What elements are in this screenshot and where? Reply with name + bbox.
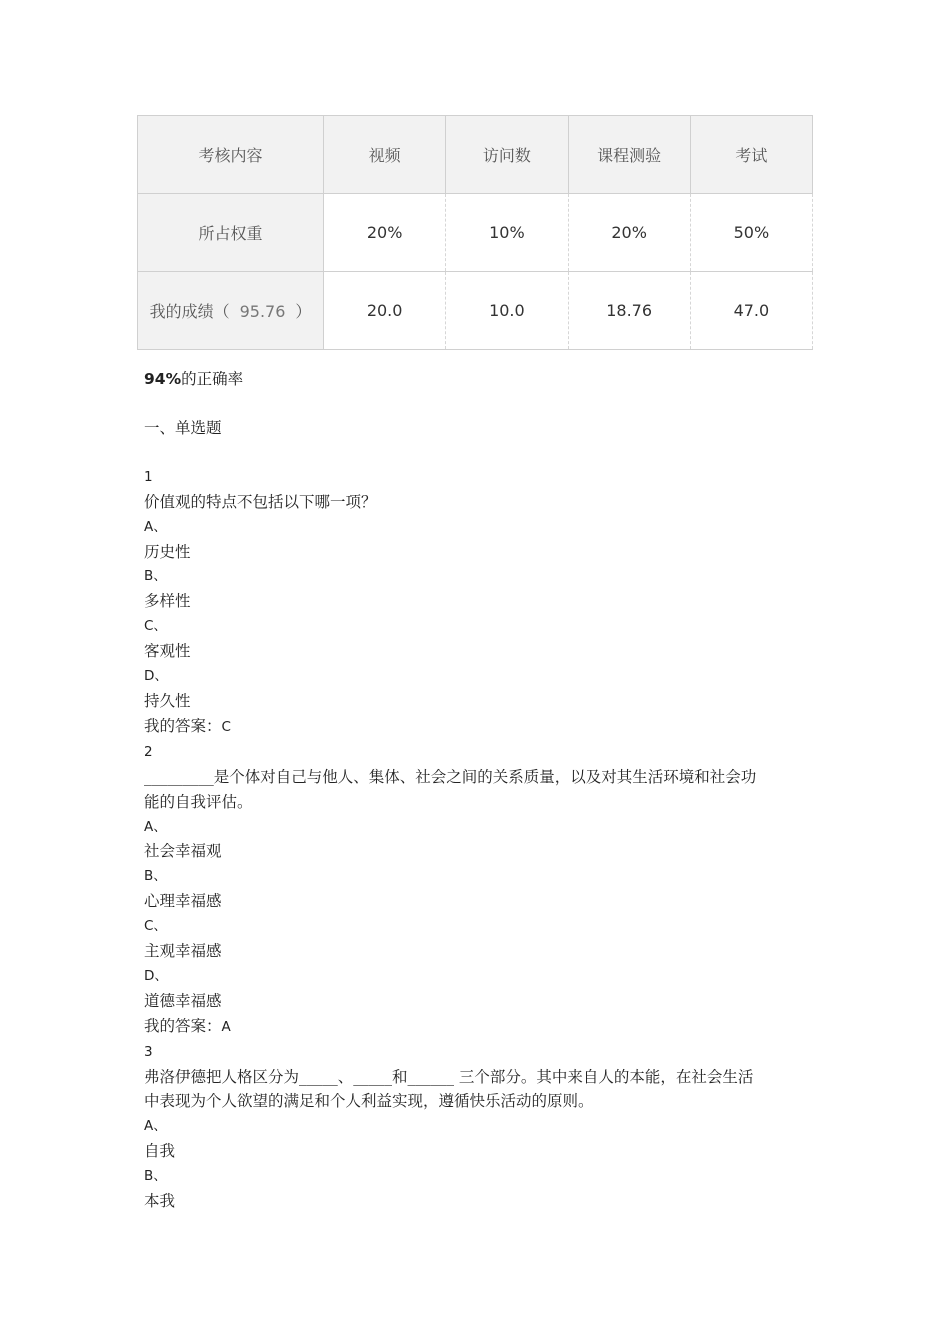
question-number: 1 <box>144 468 153 485</box>
my-score-label <box>138 272 324 350</box>
option-letter: B、 <box>144 868 167 885</box>
option-letter: D、 <box>144 668 168 685</box>
question-block <box>144 465 814 740</box>
my-score-suffix: ） <box>295 302 312 321</box>
question-stem: _________是个体对自己与他人、集体、社会之间的关系质量，以及对其生活环境和社会功 <box>144 767 757 786</box>
option-text: 社会幸福观 <box>144 842 222 861</box>
question-number: 3 <box>144 1043 153 1060</box>
weight-cell: 20% <box>324 194 446 272</box>
weight-label: 所占权重 <box>138 194 324 272</box>
accuracy-percent: 94% <box>144 370 182 388</box>
my-answer-value: C <box>221 718 231 735</box>
option-letter: B、 <box>144 1168 167 1185</box>
question-stem: 能的自我评估。 <box>144 792 253 811</box>
option-letter: B、 <box>144 568 167 585</box>
my-answer-label: 我的答案： <box>144 716 222 735</box>
option-letter: A、 <box>144 518 167 535</box>
weight-row <box>138 194 813 272</box>
my-answer-value: A <box>221 1018 231 1035</box>
table-header-cell: 课程测验 <box>568 116 690 194</box>
option-letter: C、 <box>144 618 167 635</box>
option-text: 多样性 <box>144 592 191 611</box>
accuracy-text: 的正确率 <box>181 370 244 388</box>
table-header-cell: 考试 <box>690 116 812 194</box>
score-row <box>138 272 813 350</box>
table-header-cell: 考核内容 <box>138 116 324 194</box>
question-stem: 弗洛伊德把人格区分为_____、_____和______ 三个部分。其中来自人的本能，在社会生活 <box>144 1067 754 1086</box>
quiz-content <box>144 367 814 1214</box>
my-answer <box>144 714 814 740</box>
option-text: 客观性 <box>144 642 191 661</box>
my-total-score: 95.76 <box>239 302 286 321</box>
option-text: 本我 <box>144 1192 176 1211</box>
weight-cell: 20% <box>568 194 690 272</box>
option-text: 持久性 <box>144 691 191 710</box>
question-stem: 价值观的特点不包括以下哪一项？ <box>144 492 377 511</box>
option-text: 心理幸福感 <box>144 892 222 911</box>
option-letter: A、 <box>144 818 167 835</box>
my-score-prefix: 我的成绩（ <box>149 302 230 321</box>
my-answer <box>144 1014 814 1040</box>
score-cell: 10.0 <box>446 272 568 350</box>
table-header-cell: 视频 <box>324 116 446 194</box>
question-block <box>144 740 814 1040</box>
option-letter: C、 <box>144 918 167 935</box>
option-text: 历史性 <box>144 542 191 561</box>
weight-cell: 50% <box>690 194 812 272</box>
option-text: 道德幸福感 <box>144 991 222 1010</box>
score-table <box>137 115 813 350</box>
table-header-cell: 访问数 <box>446 116 568 194</box>
score-cell: 47.0 <box>690 272 812 350</box>
table-header-row <box>138 116 813 194</box>
score-cell: 20.0 <box>324 272 446 350</box>
accuracy-line <box>144 367 814 392</box>
option-text: 自我 <box>144 1142 176 1161</box>
my-answer-label: 我的答案： <box>144 1016 222 1035</box>
option-letter: D、 <box>144 967 168 984</box>
score-cell: 18.76 <box>568 272 690 350</box>
option-letter: A、 <box>144 1118 167 1135</box>
option-text: 主观幸福感 <box>144 942 222 961</box>
section-title: 一、单选题 <box>144 418 222 437</box>
weight-cell: 10% <box>446 194 568 272</box>
question-list <box>144 465 814 1214</box>
question-stem: 中表现为个人欲望的满足和个人利益实现，遵循快乐活动的原则。 <box>144 1092 594 1111</box>
question-number: 2 <box>144 743 153 760</box>
question-block <box>144 1040 814 1214</box>
